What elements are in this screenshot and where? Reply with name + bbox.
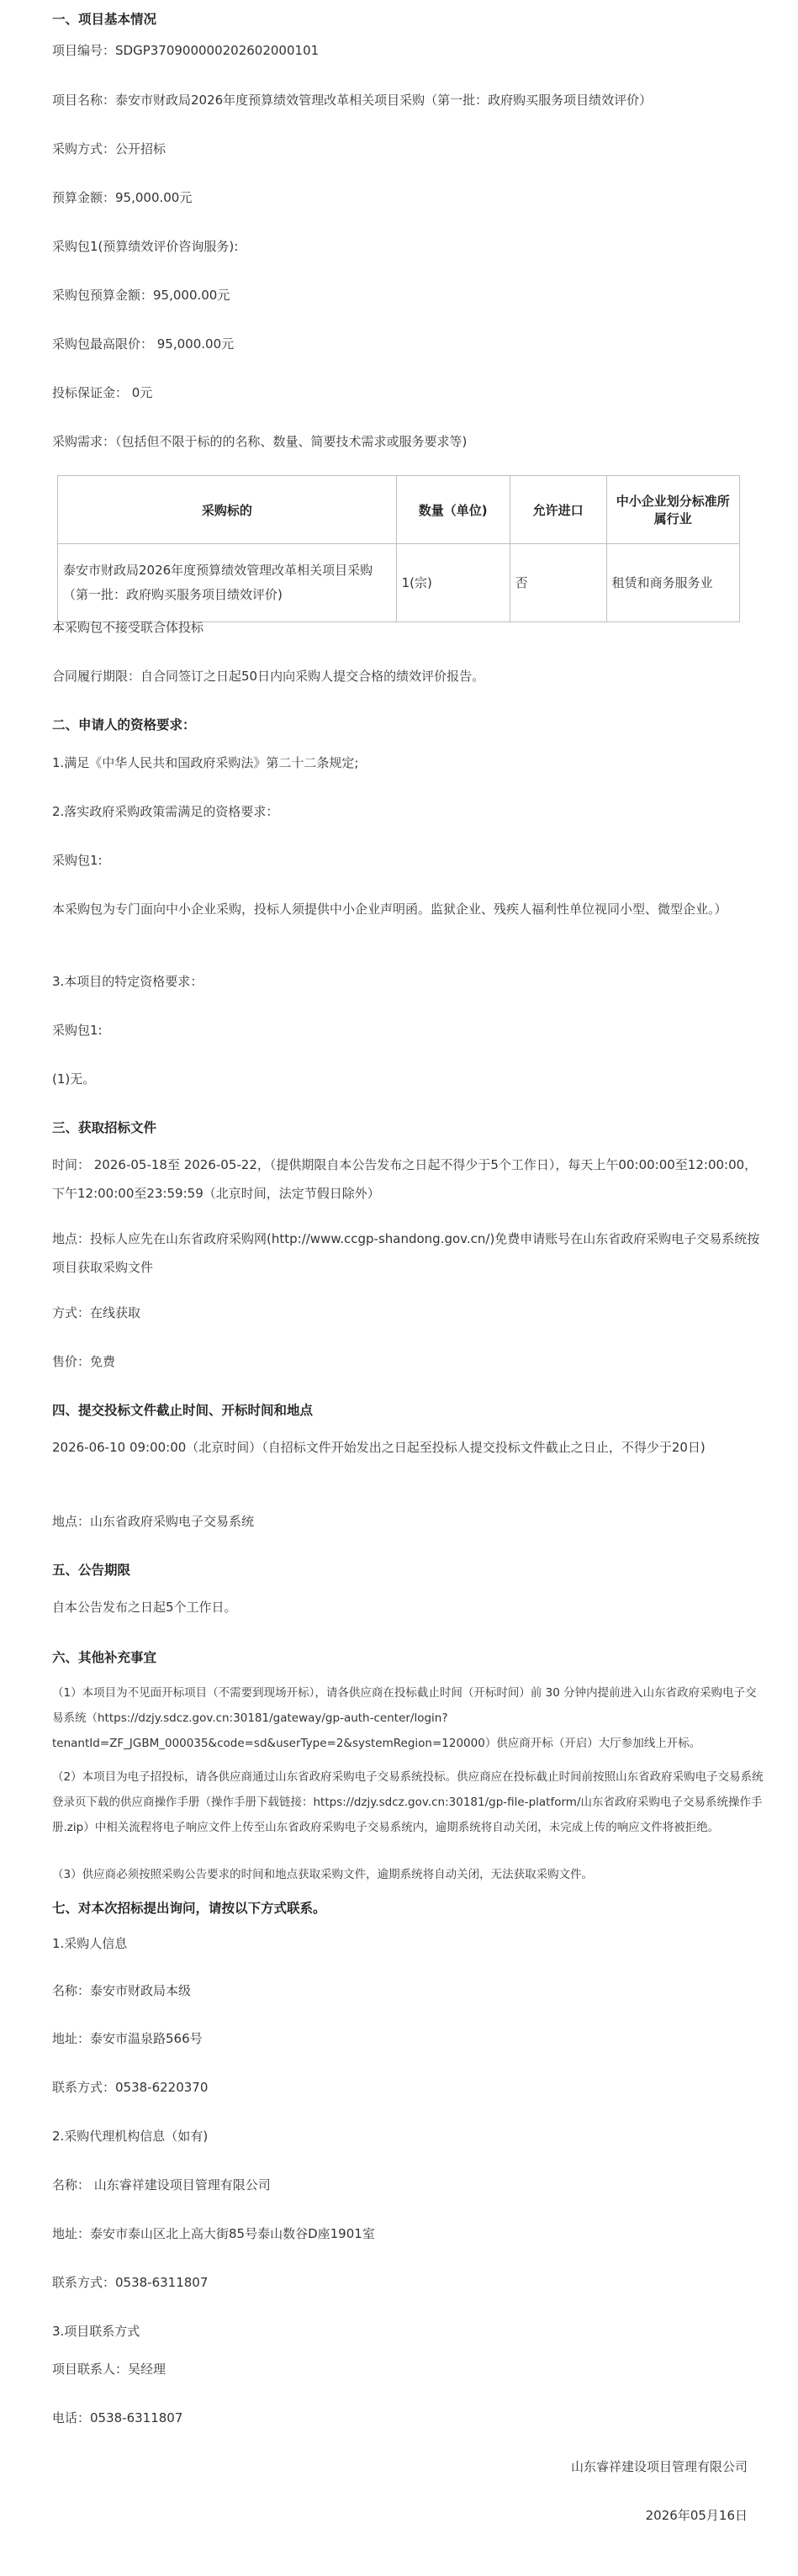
package-1-text: 本采购包为专门面向中小企业采购，投标人须提供中小企业声明函。监狱企业、残疾人福利性单位视同小型、微型企业。） bbox=[52, 902, 727, 917]
other-item-3: （3）供应商必须按照采购公告要求的时间和地点获取采购文件，逾期系统将自动关闭，无法获取采购文件。 bbox=[52, 1868, 594, 1881]
section-heading-qualification: 二、申请人的资格要求： bbox=[52, 717, 196, 733]
col-header-industry: 中小企业划分标准所属行业 bbox=[606, 476, 739, 544]
section-heading-other: 六、其他补充事宜 bbox=[52, 1650, 157, 1665]
buyer-address: 地址：泰安市温泉路566号 bbox=[52, 2031, 203, 2046]
col-header-item: 采购标的 bbox=[58, 476, 397, 544]
buyer-info-title: 1.采购人信息 bbox=[52, 1936, 128, 1951]
obtain-way: 方式：在线获取 bbox=[52, 1305, 141, 1320]
obtain-time: 时间： 2026-05-18至 2026-05-22，（提供期限自本公告发布之日起不得少于5个工作日），每天上午00:00:00至12:00:00，下午12:00:00至23:59:59（北京时间，法定节假日除外） bbox=[52, 1157, 758, 1201]
no-consortium-note: 本采购包不接受联合体投标 bbox=[52, 620, 204, 635]
obtain-place: 地点：投标人应先在山东省政府采购网(http://www.ccgp-shandong.gov.cn/)免费申请账号在山东省政府采购电子交易系统按项目获取采购文件 bbox=[52, 1231, 760, 1275]
col-header-import: 允许进口 bbox=[510, 476, 606, 544]
cell-quantity: 1(宗) bbox=[396, 544, 510, 622]
contract-term: 合同履行期限：自合同签订之日起50日内向采购人提交合格的绩效评价报告。 bbox=[52, 669, 485, 684]
project-name: 项目名称：泰安市财政局2026年度预算绩效管理改革相关项目采购（第一批：政府购买服务项目绩效评价） bbox=[52, 93, 653, 108]
cell-industry: 租赁和商务服务业 bbox=[606, 544, 739, 622]
bid-deposit: 投标保证金： 0元 bbox=[52, 385, 153, 400]
requirement-3: 3.本项目的特定资格要求： bbox=[52, 974, 203, 989]
signature-organization: 山东睿祥建设项目管理有限公司 bbox=[570, 2459, 748, 2474]
requirement-1: 1.满足《中华人民共和国政府采购法》第二十二条规定; bbox=[52, 755, 359, 770]
procurement-table bbox=[57, 475, 740, 622]
budget-amount: 预算金额：95,000.00元 bbox=[52, 190, 193, 205]
table-row bbox=[58, 544, 740, 622]
project-number: 项目编号：SDGP370900000202602000101 bbox=[52, 43, 320, 58]
section-heading-notice-period: 五、公告期限 bbox=[52, 1563, 131, 1578]
buyer-phone: 联系方式：0538-6220370 bbox=[52, 2080, 209, 2095]
signature-date: 2026年05月16日 bbox=[645, 2508, 748, 2523]
package-max-price: 采购包最高限价： 95,000.00元 bbox=[52, 336, 235, 352]
other-item-1: （1）本项目为不见面开标项目（不需要到现场开标），请各供应商在投标截止时间（开标时间）前 30 分钟内提前进入山东省政府采购电子交易系统（https://dzjy.sdcz.gov.cn:30181/gateway/gp-auth-center/login?tenantId=ZF_JGBM_000035&code=sd&userType=2&systemRegion=120000）供应商开标（开启）大厅参加线上开标。 bbox=[52, 1686, 757, 1750]
deadline-time: 2026-06-10 09:00:00（北京时间）（自招标文件开始发出之日起至投标人提交投标文件截止之日止，不得少于20日) bbox=[52, 1440, 706, 1455]
cell-import: 否 bbox=[510, 544, 606, 622]
requirement-2: 2.落实政府采购政策需满足的资格要求： bbox=[52, 804, 279, 819]
project-contact-phone: 电话：0538-6311807 bbox=[52, 2410, 183, 2425]
col-header-quantity: 数量（单位) bbox=[396, 476, 510, 544]
section-heading-contact: 七、对本次招标提出询问，请按以下方式联系。 bbox=[52, 1901, 326, 1916]
cell-item: 泰安市财政局2026年度预算绩效管理改革相关项目采购（第一批：政府购买服务项目绩效评价) bbox=[58, 544, 397, 622]
table-header-row bbox=[58, 476, 740, 544]
requirement-none: (1)无。 bbox=[52, 1071, 96, 1087]
agent-name: 名称： 山东睿祥建设项目管理有限公司 bbox=[52, 2177, 271, 2193]
agent-address: 地址：泰安市泰山区北上高大街85号泰山数谷D座1901室 bbox=[52, 2226, 375, 2241]
obtain-price: 售价：免费 bbox=[52, 1354, 116, 1369]
package-title: 采购包1(预算绩效评价咨询服务): bbox=[52, 239, 239, 254]
project-contact-title: 3.项目联系方式 bbox=[52, 2324, 140, 2339]
procurement-method: 采购方式：公开招标 bbox=[52, 141, 166, 156]
package-budget: 采购包预算金额：95,000.00元 bbox=[52, 288, 230, 303]
other-item-2: （2）本项目为电子招投标，请各供应商通过山东省政府采购电子交易系统投标。供应商应在投标截止时间前按照山东省政府采购电子交易系统登录页下载的供应商操作手册（操作手册下载链接：https://dzjy.sdcz.gov.cn:30181/gp-file-platform/山东省政府采购电子交易系统操作手册.zip）中相关流程将电子响应文件上传至山东省政府采购电子交易系统内，逾期系统将自动关闭，未完成上传的响应文件将被拒绝。 bbox=[52, 1770, 764, 1834]
section-heading-obtain-docs: 三、获取招标文件 bbox=[52, 1120, 157, 1135]
notice-period-text: 自本公告发布之日起5个工作日。 bbox=[52, 1600, 237, 1615]
section-heading-basic-info: 一、项目基本情况 bbox=[52, 12, 157, 27]
procurement-demand: 采购需求：（包括但不限于标的的名称、数量、简要技术需求或服务要求等) bbox=[52, 434, 468, 449]
agent-phone: 联系方式：0538-6311807 bbox=[52, 2275, 209, 2290]
package-1-label-2: 采购包1: bbox=[52, 1023, 103, 1038]
deadline-place: 地点：山东省政府采购电子交易系统 bbox=[52, 1514, 255, 1529]
section-heading-deadline: 四、提交投标文件截止时间、开标时间和地点 bbox=[52, 1403, 314, 1418]
project-contact-person: 项目联系人：吴经理 bbox=[52, 2362, 166, 2377]
buyer-name: 名称：泰安市财政局本级 bbox=[52, 1983, 192, 1998]
agent-info-title: 2.采购代理机构信息（如有) bbox=[52, 2129, 209, 2144]
package-1-label: 采购包1: bbox=[52, 853, 103, 868]
